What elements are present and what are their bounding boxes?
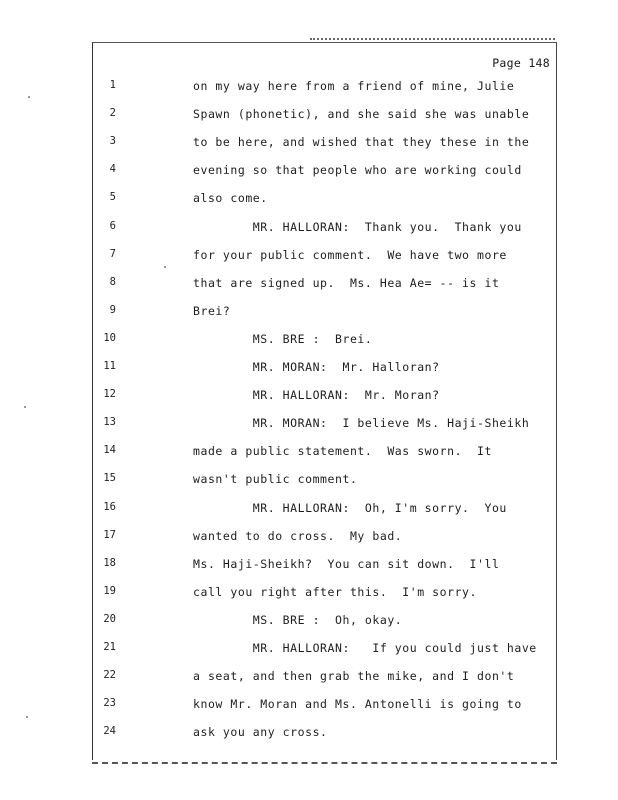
line-number: 19 <box>103 584 116 597</box>
line-text: MS. BRE : Brei. <box>193 331 373 346</box>
transcript-line <box>0 641 618 661</box>
line-number: 5 <box>109 191 116 204</box>
line-text: MS. BRE : Oh, okay. <box>193 612 403 627</box>
line-text: MR. HALLORAN: Thank you. Thank you <box>193 219 522 234</box>
line-number: 12 <box>103 388 116 401</box>
line-text: evening so that people who are working could <box>193 163 522 178</box>
line-number: 22 <box>103 669 116 682</box>
line-number: 14 <box>103 444 116 457</box>
line-text: on my way here from a friend of mine, Julie <box>193 79 515 93</box>
scan-artifact-top <box>310 38 555 40</box>
transcript-line <box>0 191 618 211</box>
line-text: know Mr. Moran and Ms. Antonelli is going to <box>193 697 522 712</box>
line-text: MR. HALLORAN: Oh, I'm sorry. You <box>193 500 507 515</box>
line-number: 18 <box>103 556 116 569</box>
line-number: 20 <box>103 612 116 625</box>
line-text: wanted to do cross. My bad. <box>193 528 403 543</box>
scan-speck <box>26 716 28 718</box>
transcript-line <box>0 585 618 605</box>
transcript-line <box>0 557 618 577</box>
transcript-line <box>0 613 618 633</box>
transcript-line <box>0 725 618 745</box>
transcript-line <box>0 276 618 296</box>
line-number: 24 <box>103 725 116 738</box>
line-text: to be here, and wished that they these in the <box>193 135 530 150</box>
transcript-line <box>0 501 618 521</box>
scan-artifact-bottom <box>92 762 557 764</box>
line-text: MR. MORAN: I believe Ms. Haji-Sheikh <box>193 416 530 431</box>
line-number: 13 <box>103 416 116 429</box>
line-text: call you right after this. I'm sorry. <box>193 584 477 599</box>
line-text: made a public statement. Was sworn. It <box>193 444 492 459</box>
transcript-line <box>0 163 618 183</box>
line-text: Ms. Haji-Sheikh? You can sit down. I'll <box>193 556 500 571</box>
line-number: 16 <box>103 500 116 513</box>
line-number: 1 <box>109 79 116 91</box>
transcript-line <box>0 79 618 99</box>
line-text: Spawn (phonetic), and she said she was unable <box>193 107 530 122</box>
transcript-line <box>0 416 618 436</box>
scan-speck <box>24 406 26 408</box>
line-number: 9 <box>109 303 116 316</box>
line-text: MR. HALLORAN: Mr. Moran? <box>193 388 440 403</box>
line-number: 8 <box>109 275 116 288</box>
line-text: MR. HALLORAN: If you could just have <box>193 641 537 655</box>
line-number: 3 <box>109 135 116 148</box>
line-number: 11 <box>103 360 116 372</box>
transcript-line <box>0 697 618 717</box>
line-number: 4 <box>109 163 116 176</box>
line-text: Brei? <box>193 303 231 318</box>
line-text: MR. MORAN: Mr. Halloran? <box>193 360 440 374</box>
scan-speck <box>164 266 166 268</box>
page-number: Page 148 <box>492 56 550 70</box>
line-number: 21 <box>103 641 116 653</box>
transcript-line <box>0 472 618 492</box>
line-text: a seat, and then grab the mike, and I don't <box>193 669 515 684</box>
transcript-line <box>0 529 618 549</box>
transcript-line <box>0 444 618 464</box>
line-text: for your public comment. We have two more <box>193 247 507 262</box>
line-text: that are signed up. Ms. Hea Ae= -- is it <box>193 275 500 290</box>
transcript-line <box>0 220 618 240</box>
transcript-line <box>0 107 618 127</box>
line-number: 10 <box>103 331 116 344</box>
transcript-line <box>0 669 618 689</box>
line-number: 15 <box>103 472 116 485</box>
line-number: 6 <box>109 219 116 232</box>
line-number: 17 <box>103 528 116 541</box>
line-number: 7 <box>109 247 116 260</box>
line-text: ask you any cross. <box>193 725 328 740</box>
transcript-line <box>0 248 618 268</box>
transcript-line <box>0 135 618 155</box>
transcript-line <box>0 388 618 408</box>
transcript-line <box>0 332 618 352</box>
line-text: also come. <box>193 191 268 206</box>
line-text: wasn't public comment. <box>193 472 358 487</box>
transcript-line <box>0 360 618 380</box>
scan-speck <box>28 96 30 98</box>
transcript-line <box>0 304 618 324</box>
line-number: 2 <box>109 107 116 120</box>
line-number: 23 <box>103 697 116 710</box>
